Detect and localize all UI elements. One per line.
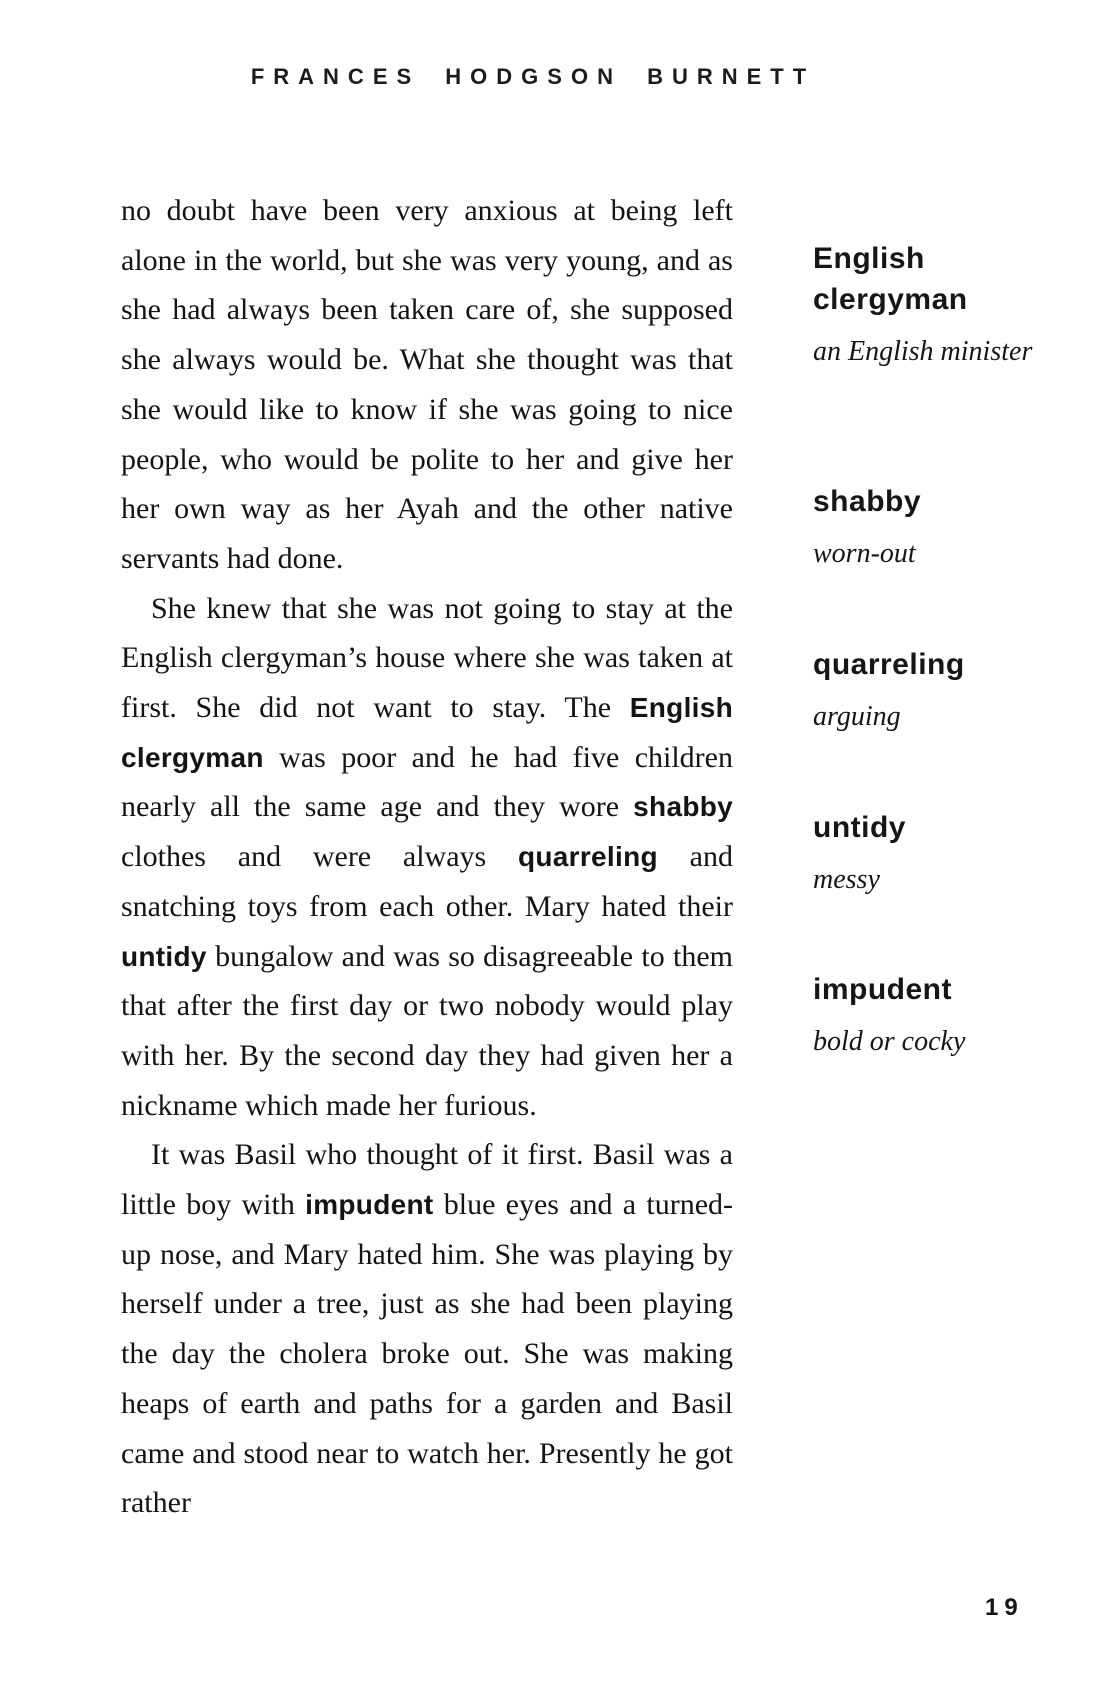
vocab-term: English clergyman	[813, 242, 968, 316]
paragraph	[121, 186, 733, 584]
vocab-term: impudent	[813, 973, 952, 1006]
vocab-definition: worn-out	[813, 538, 916, 569]
vocab-term-inline: quarreling	[517, 841, 658, 873]
vocab-definition: bold or cocky	[813, 1026, 966, 1057]
body-text-segment: bungalow and was so disagreeable to them that after the first day or two nobody would play with her. By the second day they had given her a nickname which made her furious.	[121, 939, 733, 1122]
page-number: 19	[985, 1594, 1024, 1621]
body-text	[121, 186, 733, 1528]
paragraph	[121, 584, 733, 1131]
body-text-segment: no doubt have been very anxious at being left alone in the world, but she was very young, and as she had always been taken care of, she supposed she always would be. What she thought was that she would like to know if she was going to nice people, who would be polite to her and give her her own way as her Ayah and the other native servants had done.	[121, 194, 733, 575]
body-text-segment: was poor and he had five children nearly all the same age and they wore	[121, 740, 733, 824]
vocab-entry	[813, 238, 1033, 370]
vocab-definition: messy	[813, 864, 880, 895]
vocab-term: untidy	[813, 811, 906, 844]
vocab-sidebar	[813, 0, 1033, 1700]
running-head-author: FRANCES HODGSON BURNETT	[250, 64, 816, 89]
vocab-term-inline: impudent	[305, 1189, 434, 1221]
body-text-segment: She knew that she was not going to stay at the English clergyman’s house where she was taken at first. She did not want to stay. The	[121, 591, 733, 725]
body-text-segment: blue eyes and a turned-up nose, and Mary hated him. She was playing by herself under a tree, just as she had been playing the day the cholera broke out. She was making heaps of earth and paths for a garden and Basil came and stood near to watch her. Presently he got rather	[121, 1188, 734, 1520]
vocab-definition: an English minister	[813, 336, 1033, 367]
body-text-segment: and snatching toys from each other. Mary hated their	[121, 840, 733, 923]
body-text-segment: It was Basil who thought of it first. Basil was a little boy with	[121, 1138, 733, 1222]
vocab-entry	[813, 644, 1033, 735]
body-text-segment: clothes and were always	[121, 840, 518, 874]
vocab-entry	[813, 481, 1033, 572]
vocab-term-inline: English clergyman	[121, 692, 733, 773]
paragraph	[121, 1130, 733, 1528]
vocab-term-inline: shabby	[633, 791, 733, 823]
vocab-term: shabby	[813, 485, 922, 518]
vocab-definition: arguing	[813, 701, 901, 732]
vocab-term-inline: untidy	[121, 940, 207, 972]
vocab-term: quarreling	[813, 648, 965, 681]
vocab-entry	[813, 807, 1033, 898]
vocab-entry	[813, 969, 1033, 1060]
